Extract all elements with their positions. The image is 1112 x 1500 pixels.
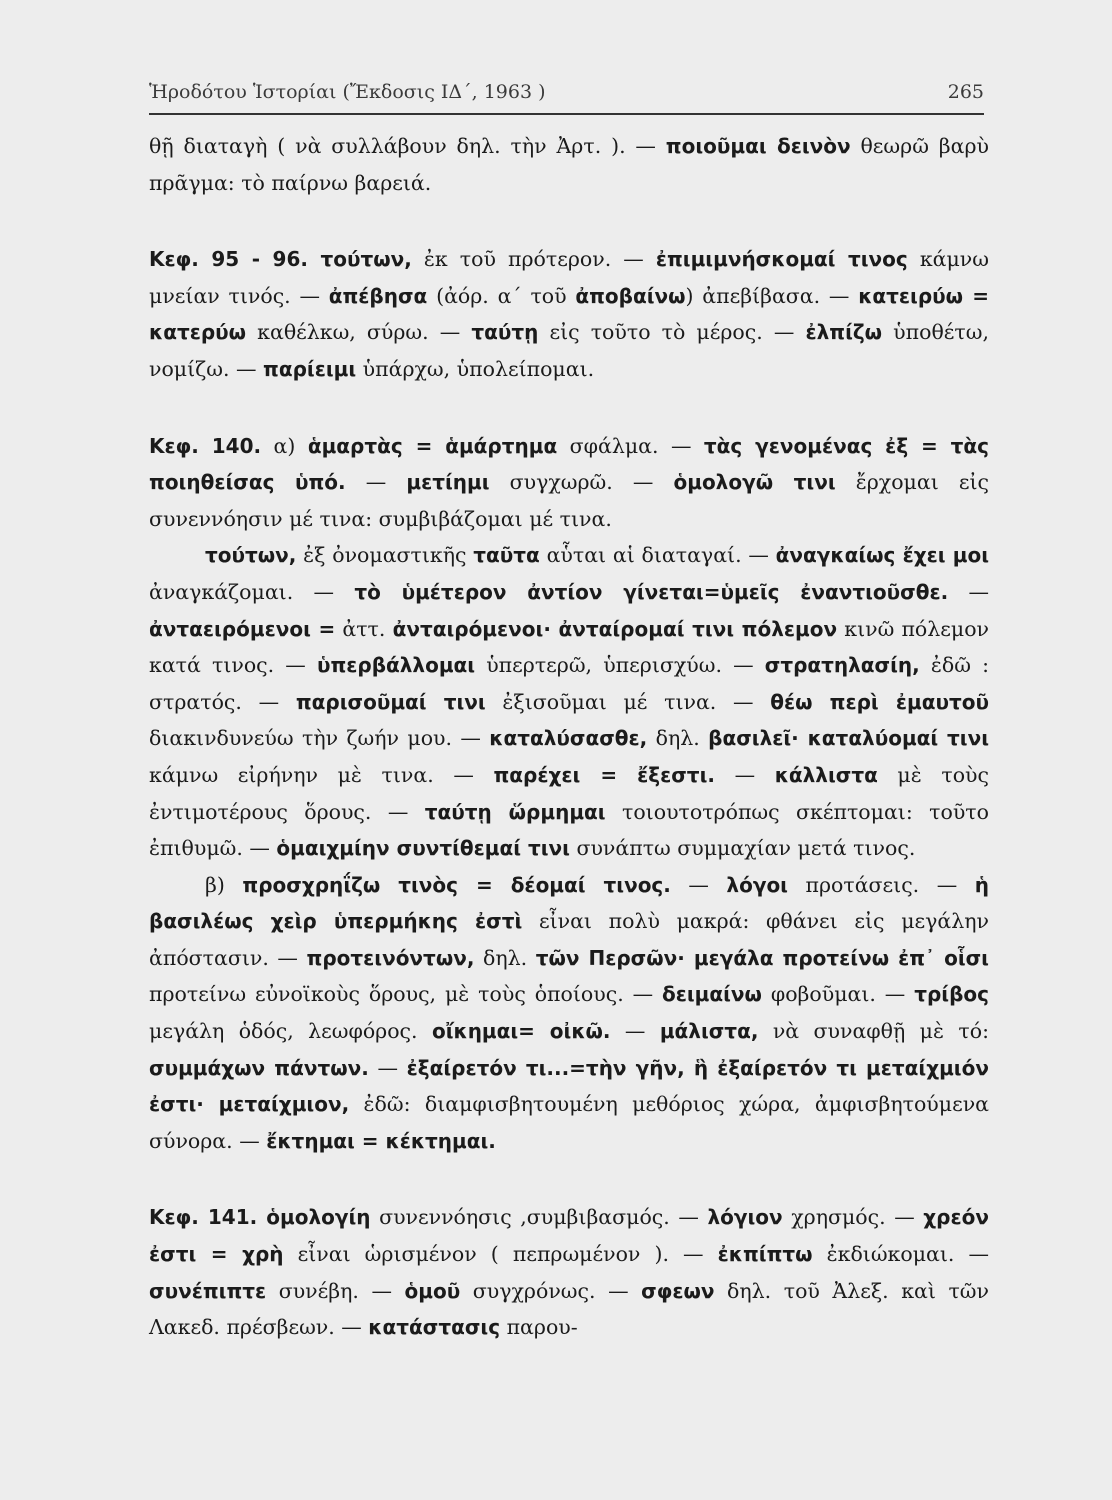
page-number: 265 <box>947 81 984 103</box>
header-title: Ἡροδότου Ἱστορίαι (Ἔκδοσις ΙΔ΄, 1963 ) <box>149 81 546 103</box>
lemma: λόγοι <box>726 872 788 897</box>
lemma: Κεφ. 140. <box>149 433 262 458</box>
lemma: προτεινόντων, <box>306 945 475 970</box>
lemma: ἔκτημαι = κέκτημαι. <box>266 1128 496 1153</box>
lemma: ἐξαίρετόν τι...=τὴν γῆν, ἣ ἐξαίρετόν τι μεταίχμιόν ἐστι· μεταίχμιον, <box>149 1055 989 1117</box>
lemma: παρέχει = ἔξεστι. <box>493 762 715 787</box>
lemma: κατάστασις <box>368 1315 501 1340</box>
lemma: ταῦτα <box>473 543 540 568</box>
lemma: τρίβος <box>914 982 990 1007</box>
lemma: ἀνταιρόμενοι· ἀνταίρομαί τινι πόλεμον <box>392 616 838 641</box>
paragraph-continuation: θῇ διαταγὴ ( νὰ συλλάβουν δηλ. τὴν Ἀρτ. ). — ποιοῦμαι δεινὸν θεωρῶ βαρὺ πρᾶγμα: τὸ παίρνω βαρειά. <box>149 134 989 195</box>
lemma: προσχρηΐζω τινὸς = δέομαί τινος. <box>242 872 671 897</box>
lemma: ἀπέβησα <box>328 283 428 308</box>
paragraph-kef-141: Κεφ. 141. ὁμολογίη συνεννόησις ,συμβιβασμός. — λόγιον χρησμός. — χρεόν ἐστι = χρὴ εἶναι ὡρισμένον ( πεπρωμένον ). — ἐκπίπτω ἐκδιώκομαι. — συνέπιπτε συνέβη. — ὁμοῦ συγχρόνως. — σφεων δηλ. τοῦ Ἀλεξ. καὶ τῶν Λακεδ. πρέσβεων. — κατάστασις παρου- <box>149 1205 989 1340</box>
lemma: μετίημι <box>406 470 490 495</box>
lemma: ὁμολογῶ τινι <box>673 470 836 495</box>
lemma: παρισοῦμαί τινι <box>295 689 486 714</box>
lemma: ἀνταειρόμενοι = <box>149 616 336 641</box>
lemma: ἐπιμιμνήσκομαί τινος <box>655 247 908 272</box>
commentary-body <box>149 128 989 1346</box>
lemma: οἴκημαι= οἰκῶ. <box>431 1019 611 1044</box>
paragraph-kef-140-a: Κεφ. 140. α) ἁμαρτὰς = ἁμάρτημα σφάλμα. — τὰς γενομένας ἐξ = τὰς ποιηθείσας ὑπό. — μετίημι συγχωρῶ. — ὁμολογῶ τινι ἔρχομαι εἰς συνεννόησιν μέ τινα: συμβιβάζομαι μέ τινα. <box>149 433 990 531</box>
lemma: ἁμαρτὰς = ἁμάρτημα <box>307 433 558 458</box>
section-gap <box>149 1159 989 1199</box>
lemma: κάλλιστα <box>774 762 878 787</box>
lemma: ὁμοῦ <box>404 1278 461 1303</box>
lemma: ἀποβαίνω <box>575 283 686 308</box>
lemma: ἐκπίπτω <box>717 1242 813 1267</box>
header-rule <box>149 113 984 115</box>
section-gap <box>149 201 989 241</box>
lemma: χρεόν ἐστι = χρὴ <box>149 1205 989 1267</box>
lemma: παρίειμι <box>263 356 357 381</box>
lemma: καταλύσασθε, <box>489 726 648 751</box>
lemma: θέω περὶ ἐμαυτοῦ <box>770 689 989 714</box>
lemma: τὸ ὑμέτερον ἀντίον γίνεται=ὑμεῖς ἐναντιοῦσθε. <box>354 579 949 604</box>
lemma: στρατηλασίη, <box>764 653 920 678</box>
lemma: ἀναγκαίως ἔχει μοι <box>775 543 989 568</box>
lemma: ὑπερβάλλομαι <box>316 653 476 678</box>
lemma: σφεων <box>641 1278 715 1303</box>
lemma: μάλιστα, <box>659 1019 759 1044</box>
paragraph-kef-140-touton: τούτων, ἐξ ὀνομαστικῆς ταῦτα αὗται αἱ διαταγαί. — ἀναγκαίως ἔχει μοι ἀναγκάζομαι. — τὸ ὑμέτερον ἀντίον γίνεται=ὑμεῖς ἐναντιοῦσθε. — ἀνταειρόμενοι = ἀττ. ἀνταιρόμενοι· ἀνταίρομαί τινι πόλεμον κινῶ πόλεμον κατά τινος. — ὑπερβάλλομαι ὑπερτερῶ, ὑπερισχύω. — στρατηλασίη, ἐδῶ : στρατός. — παρισοῦμαί τινι ἐξισοῦμαι μέ τινα. — θέω περὶ ἐμαυτοῦ διακινδυνεύω τὴν ζωήν μου. — καταλύσασθε, δηλ. βασιλεῖ· καταλύομαί τινι κάμνω εἰρήνην μὲ τινα. — παρέχει = ἔξεστι. — κάλλιστα μὲ τοὺς ἐντιμοτέρους ὅρους. — ταύτῃ ὥρμημαι τοιουτοτρόπως σκέπτομαι: τοῦτο ἐπιθυμῶ. — ὁμαιχμίην συντίθεμαί τινι συνάπτω συμμαχίαν μετά τινος. <box>149 543 990 861</box>
lemma: Κεφ. 141. ὁμολογίη <box>149 1205 371 1230</box>
lemma: ἐλπίζω <box>805 320 883 345</box>
lemma: δειμαίνω <box>662 982 762 1007</box>
lemma: Κεφ. 95 - 96. τούτων, <box>149 247 412 272</box>
lemma: συνέπιπτε <box>149 1278 267 1303</box>
lemma: συμμάχων πάντων. <box>149 1055 369 1080</box>
lemma: ταύτῃ <box>471 320 539 345</box>
lemma: τούτων, <box>205 543 297 568</box>
paragraph-kef-140-b: β) προσχρηΐζω τινὸς = δέομαί τινος. — λόγοι προτάσεις. — ἡ βασιλέως χεὶρ ὑπερμήκης ἐστὶ εἶναι πολὺ μακρά: φθάνει εἰς μεγάλην ἀπόστασιν. — προτεινόντων, δηλ. τῶν Περσῶν· μεγάλα προτείνω ἐπ᾽ οἷσι προτείνω εὐνοϊκοὺς ὅρους, μὲ τοὺς ὁποίους. — δειμαίνω φοβοῦμαι. — τρίβος μεγάλη ὁδός, λεωφόρος. οἴκημαι= οἰκῶ. — μάλιστα, νὰ συναφθῇ μὲ τό: συμμάχων πάντων. — ἐξαίρετόν τι...=τὴν γῆν, ἣ ἐξαίρετόν τι μεταίχμιόν ἐστι· μεταίχμιον, ἐδῶ: διαμφισβητουμένη μεθόριος χώρα, ἀμφισβητούμενα σύνορα. — ἔκτημαι = κέκτημαι. <box>149 872 990 1153</box>
lemma: ἡ βασιλέως χεὶρ ὑπερμήκης ἐστὶ <box>149 872 989 934</box>
lemma: ὁμαιχμίην συντίθεμαί τινι <box>276 836 570 861</box>
lemma: τὰς γενομένας ἐξ = τὰς ποιηθείσας ὑπό. <box>149 433 990 495</box>
lemma: λόγιον <box>707 1205 783 1230</box>
lemma: ποιοῦμαι δεινὸν <box>665 134 851 158</box>
paragraph-kef-95-96: Κεφ. 95 - 96. τούτων, ἐκ τοῦ πρότερον. — ἐπιμιμνήσκομαί τινος κάμνω μνείαν τινός. — ἀπέβησα (ἀόρ. α΄ τοῦ ἀποβαίνω) ἀπεβίβασα. — κατειρύω = κατερύω καθέλκω, σύρω. — ταύτῃ εἰς τοῦτο τὸ μέρος. — ἐλπίζω ὑποθέτω, νομίζω. — παρίειμι ὑπάρχω, ὑπολείπομαι. <box>149 247 989 381</box>
section-gap <box>149 388 989 428</box>
lemma: ταύτῃ ὥρμημαι <box>424 799 606 824</box>
lemma: κατειρύω = κατερύω <box>149 283 989 345</box>
lemma: τῶν Περσῶν· μεγάλα προτείνω ἐπ᾽ οἷσι <box>535 945 989 970</box>
running-header <box>149 73 984 103</box>
lemma: βασιλεῖ· καταλύομαί τινι <box>708 726 990 751</box>
